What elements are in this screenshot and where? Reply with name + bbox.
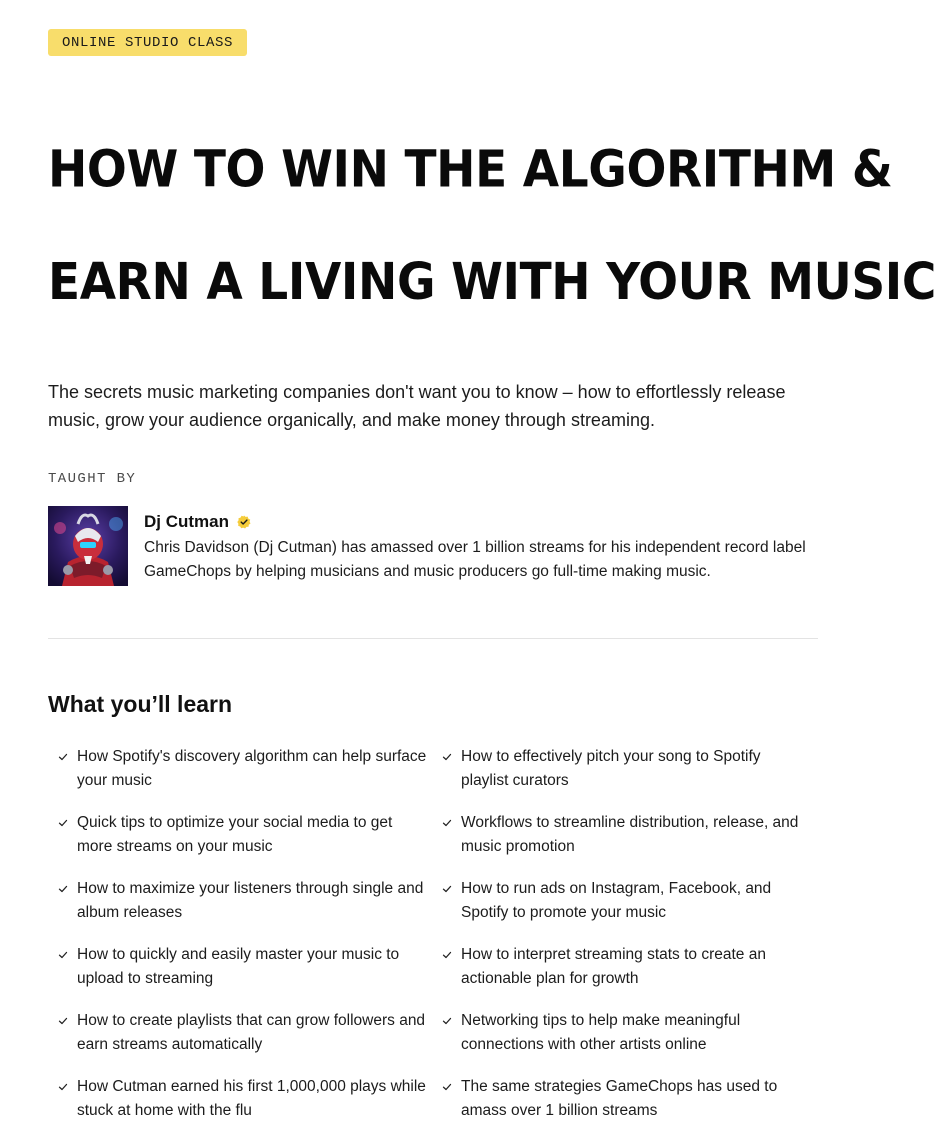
learn-item-text: How to quickly and easily master your music to upload to streaming [77,946,400,987]
verified-check-icon [237,515,251,529]
learn-item [432,877,816,925]
learn-item-text: How to maximize your listeners through single and album releases [77,880,424,921]
learn-list [48,745,818,1123]
course-subtitle: The secrets music marketing companies don't want you to know – how to effortlessly release music, grow your audience organically, and make money through streaming. [48,382,786,430]
learn-item-text: Quick tips to optimize your social media to get more streams on your music [77,814,393,855]
learn-item [48,877,432,925]
course-title-line: HOW TO WIN THE ALGORITHM & [48,140,893,200]
learn-item-text: The same strategies GameChops has used to amass over 1 billion streams [461,1078,778,1119]
learn-item [432,943,816,991]
learn-heading: What you’ll learn [48,691,233,717]
learn-item-text: How to interpret streaming stats to create an actionable plan for growth [461,946,766,987]
check-icon [58,1016,68,1026]
learn-item [432,811,816,859]
check-icon [58,884,68,894]
class-type-badge: ONLINE STUDIO CLASS [48,29,247,56]
learn-item [48,811,432,859]
check-icon [442,950,452,960]
check-icon [442,1082,452,1092]
instructor-card [48,506,818,586]
instructor-bio: Chris Davidson (Dj Cutman) has amassed over 1 billion streams for his independent record label GameChops by helping musicians and music producers go full-time making music. [144,539,806,580]
learn-item [432,745,816,793]
check-icon [58,818,68,828]
check-icon [58,950,68,960]
learn-item-text: How to run ads on Instagram, Facebook, and Spotify to promote your music [461,880,772,921]
instructor-avatar[interactable] [48,506,128,586]
learn-item-text: How Spotify's discovery algorithm can help surface your music [77,748,427,789]
check-icon [442,752,452,762]
check-icon [58,1082,68,1092]
learn-item [432,1075,816,1123]
learn-item [48,943,432,991]
check-icon [442,884,452,894]
check-icon [442,818,452,828]
instructor-name[interactable]: Dj Cutman [144,512,229,531]
learn-item-text: How to create playlists that can grow followers and earn streams automatically [77,1012,426,1053]
learn-item-text: How to effectively pitch your song to Spotify playlist curators [461,748,761,789]
instructor-info [144,506,824,584]
learn-item [48,1075,432,1123]
instructor-name-row [144,511,824,533]
taught-by-label: TAUGHT BY [48,471,137,487]
course-page [48,29,936,1123]
course-title [48,86,936,367]
course-title-line: EARN A LIVING WITH YOUR MUSIC [48,252,936,312]
learn-item-text: Networking tips to help make meaningful connections with other artists online [461,1012,741,1053]
learn-item-text: Workflows to streamline distribution, release, and music promotion [461,814,799,855]
learn-item-text: How Cutman earned his first 1,000,000 plays while stuck at home with the flu [77,1078,426,1119]
check-icon [58,752,68,762]
learn-item [432,1009,816,1057]
section-divider [48,638,818,639]
check-icon [442,1016,452,1026]
learn-item [48,1009,432,1057]
learn-item [48,745,432,793]
